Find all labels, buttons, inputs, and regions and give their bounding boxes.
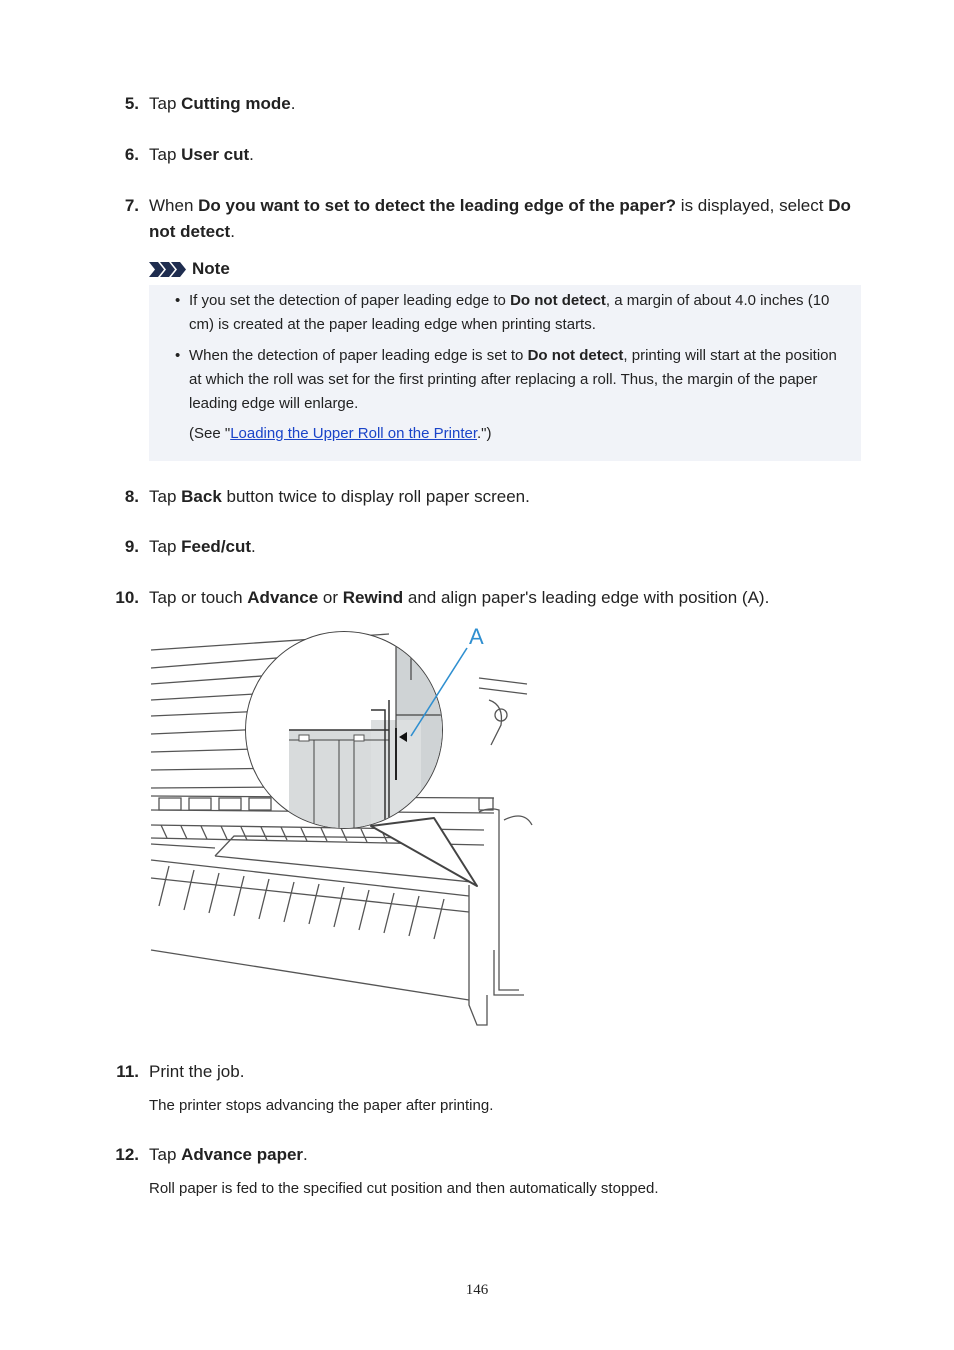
note-item [175, 289, 841, 337]
bold-term: Cutting mode [181, 94, 291, 113]
text-run: Tap [149, 537, 182, 556]
text-run: If you set the detection of paper leading edge to [189, 292, 511, 309]
text-run: Tap or touch [149, 588, 248, 607]
loading-upper-roll-link[interactable]: Loading the Upper Roll on the Printer [230, 425, 478, 442]
step-text [149, 534, 864, 560]
step-number: 7. [124, 196, 139, 215]
text-run: , a margin of about 4.0 inches (10 cm) is created at the paper leading edge when printing starts. [189, 292, 830, 333]
bullet: • [175, 292, 181, 309]
bold-term: User cut [181, 145, 250, 164]
note-item [175, 344, 841, 416]
text-run: Tap [149, 94, 182, 113]
text-run: is displayed, select [676, 196, 829, 215]
position-a-label: A [469, 624, 484, 649]
step-12-description: Roll paper is fed to the specified cut position and then automatically stopped. [149, 1180, 659, 1197]
step-text [149, 142, 864, 168]
step-11-description: The printer stops advancing the paper after printing. [149, 1097, 494, 1114]
step-number: 12. [115, 1145, 139, 1164]
bold-term: Advance paper [181, 1145, 304, 1164]
text-run: . [303, 1145, 308, 1164]
bold-term: Do you want to set to detect the leading edge of the paper? [198, 196, 677, 215]
bold-term: Rewind [342, 588, 404, 607]
see-suffix: .") [477, 425, 492, 442]
note-chevrons-icon [149, 262, 187, 277]
bold-term: Do not detect [510, 292, 606, 309]
text-run: Print the job. [149, 1062, 245, 1081]
note-title: Note [192, 259, 230, 278]
bold-term: Advance [247, 588, 319, 607]
text-run: Tap [149, 487, 182, 506]
text-run: or [318, 588, 343, 607]
see-prefix: (See " [189, 425, 231, 442]
text-run: . [251, 537, 256, 556]
step-text [149, 585, 864, 611]
text-run: , printing will start at the position at which the roll was set for the first printing after replacing a roll. Thus, the margin of the paper leading edge will enlarge. [189, 347, 837, 412]
step-text [149, 1142, 864, 1168]
note-box [149, 285, 861, 461]
text-run: When the detection of paper leading edge is set to [189, 347, 528, 364]
note-heading [149, 257, 230, 281]
step-text [149, 1059, 864, 1085]
text-run: and align paper's leading edge with position (A). [403, 588, 770, 607]
step-text [149, 193, 864, 245]
text-run: . [290, 94, 296, 113]
step-text [149, 91, 864, 117]
text-run: . [230, 222, 235, 241]
step-number: 10. [115, 588, 139, 607]
step-number: 8. [124, 487, 139, 506]
step-number: 9. [124, 537, 139, 556]
text-run: . [249, 145, 254, 164]
step-number: 6. [124, 145, 139, 164]
bullet: • [175, 347, 181, 364]
text-run: Tap [149, 145, 182, 164]
printer-illustration [149, 620, 533, 1027]
bold-term: Do not detect [149, 196, 851, 241]
text-run: button twice to display roll paper screen. [221, 487, 530, 506]
note-item-text [189, 292, 829, 333]
text-run: Tap [149, 1145, 182, 1164]
note-see-also [189, 422, 841, 446]
bold-term: Do not detect [527, 347, 624, 364]
step-text [149, 484, 864, 510]
step-number: 5. [124, 94, 139, 113]
note-item-text [189, 347, 837, 412]
text-run: When [149, 196, 199, 215]
page-number: 146 [465, 1282, 489, 1298]
bold-term: Back [181, 487, 222, 506]
bold-term: Feed/cut [181, 537, 252, 556]
step-number: 11. [116, 1062, 139, 1081]
